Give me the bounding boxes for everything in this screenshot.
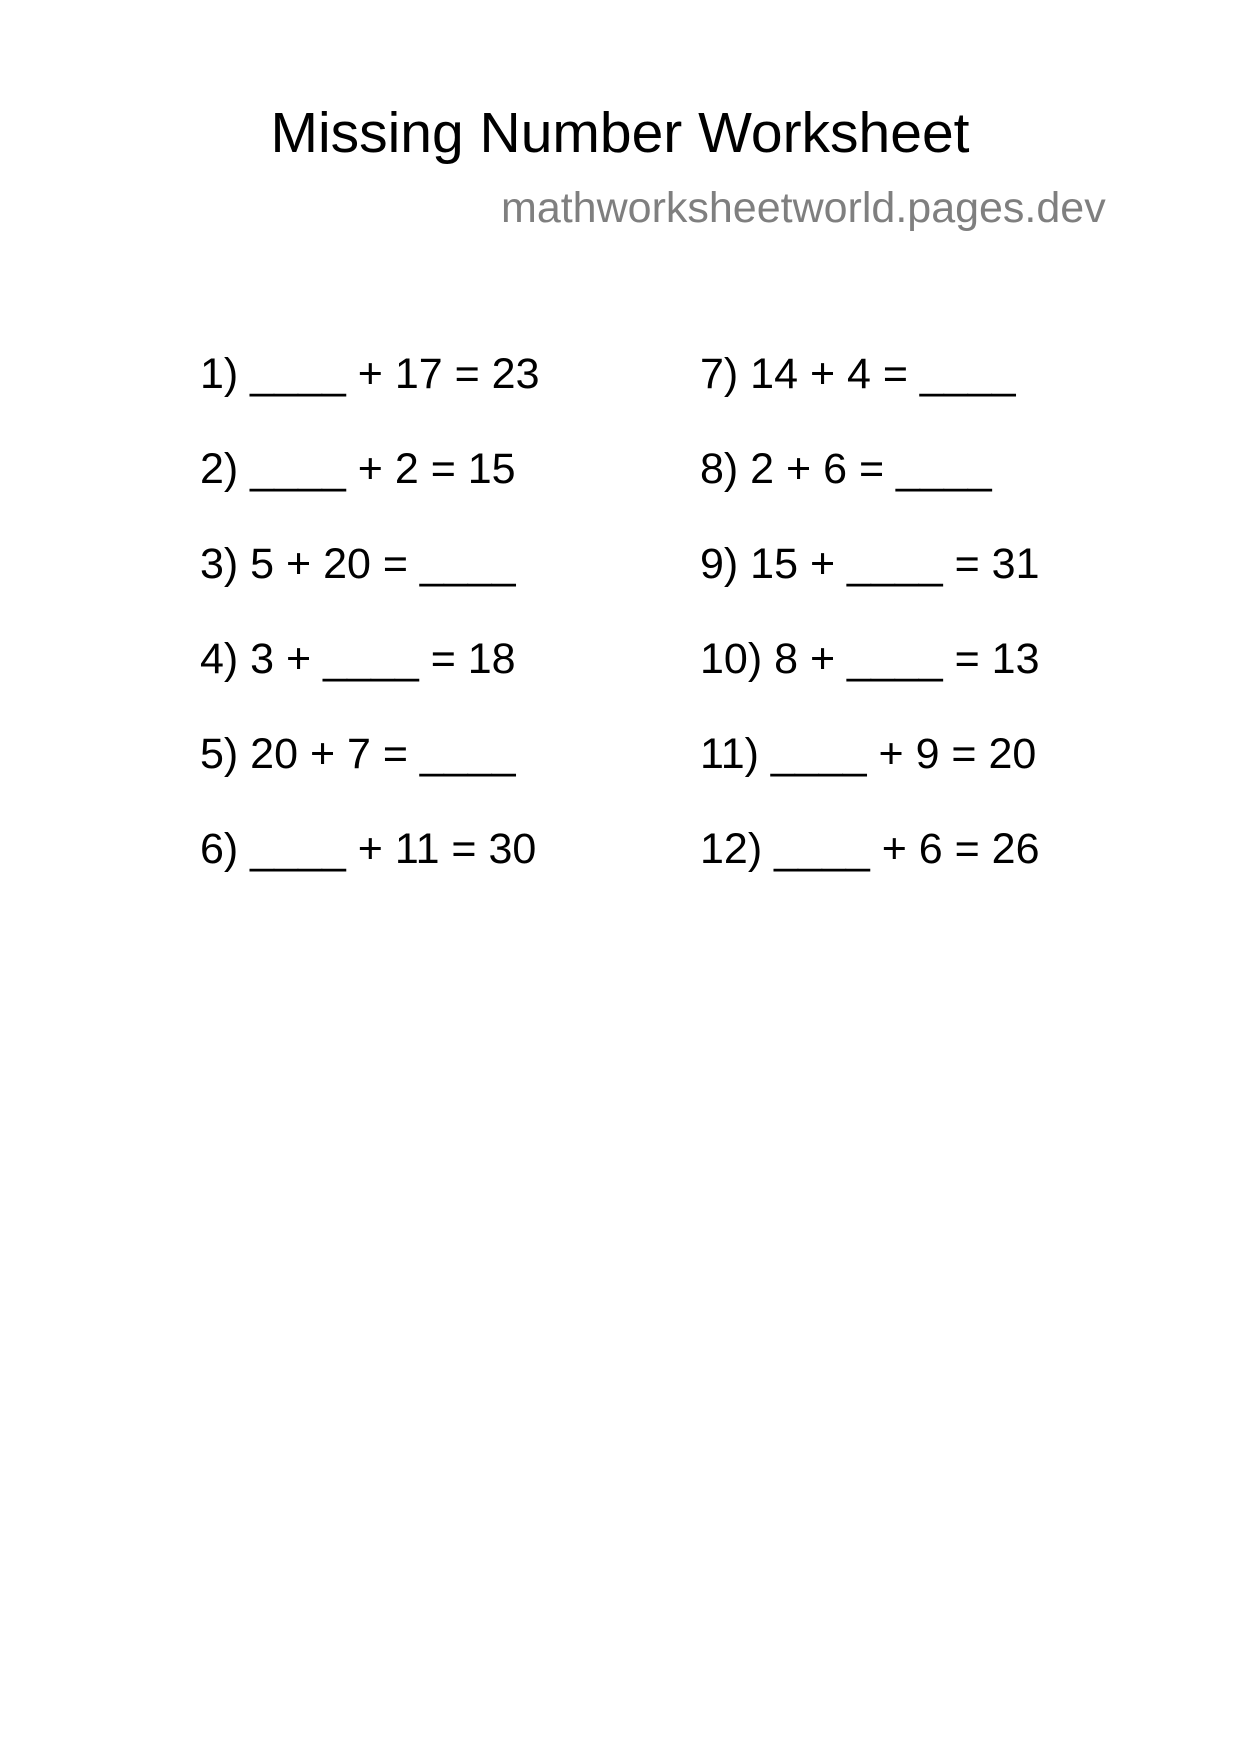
- problem-item: 4) 3 + ____ = 18: [200, 635, 516, 683]
- problem-item: 2) ____ + 2 = 15: [200, 445, 516, 493]
- problem-item: 8) 2 + 6 = ____: [700, 445, 992, 493]
- problem-item: 1) ____ + 17 = 23: [200, 350, 540, 398]
- page-title: Missing Number Worksheet: [270, 101, 970, 165]
- problem-item: 10) 8 + ____ = 13: [700, 635, 1040, 683]
- problem-item: 11) ____ + 9 = 20: [700, 730, 1037, 778]
- problem-item: 9) 15 + ____ = 31: [700, 540, 1040, 588]
- problem-item: 12) ____ + 6 = 26: [700, 825, 1040, 873]
- problem-item: 5) 20 + 7 = ____: [200, 730, 516, 778]
- problem-item: 3) 5 + 20 = ____: [200, 540, 516, 588]
- source-website: mathworksheetworld.pages.dev: [501, 184, 1106, 232]
- problem-item: 6) ____ + 11 = 30: [200, 825, 537, 873]
- problem-item: 7) 14 + 4 = ____: [700, 350, 1016, 398]
